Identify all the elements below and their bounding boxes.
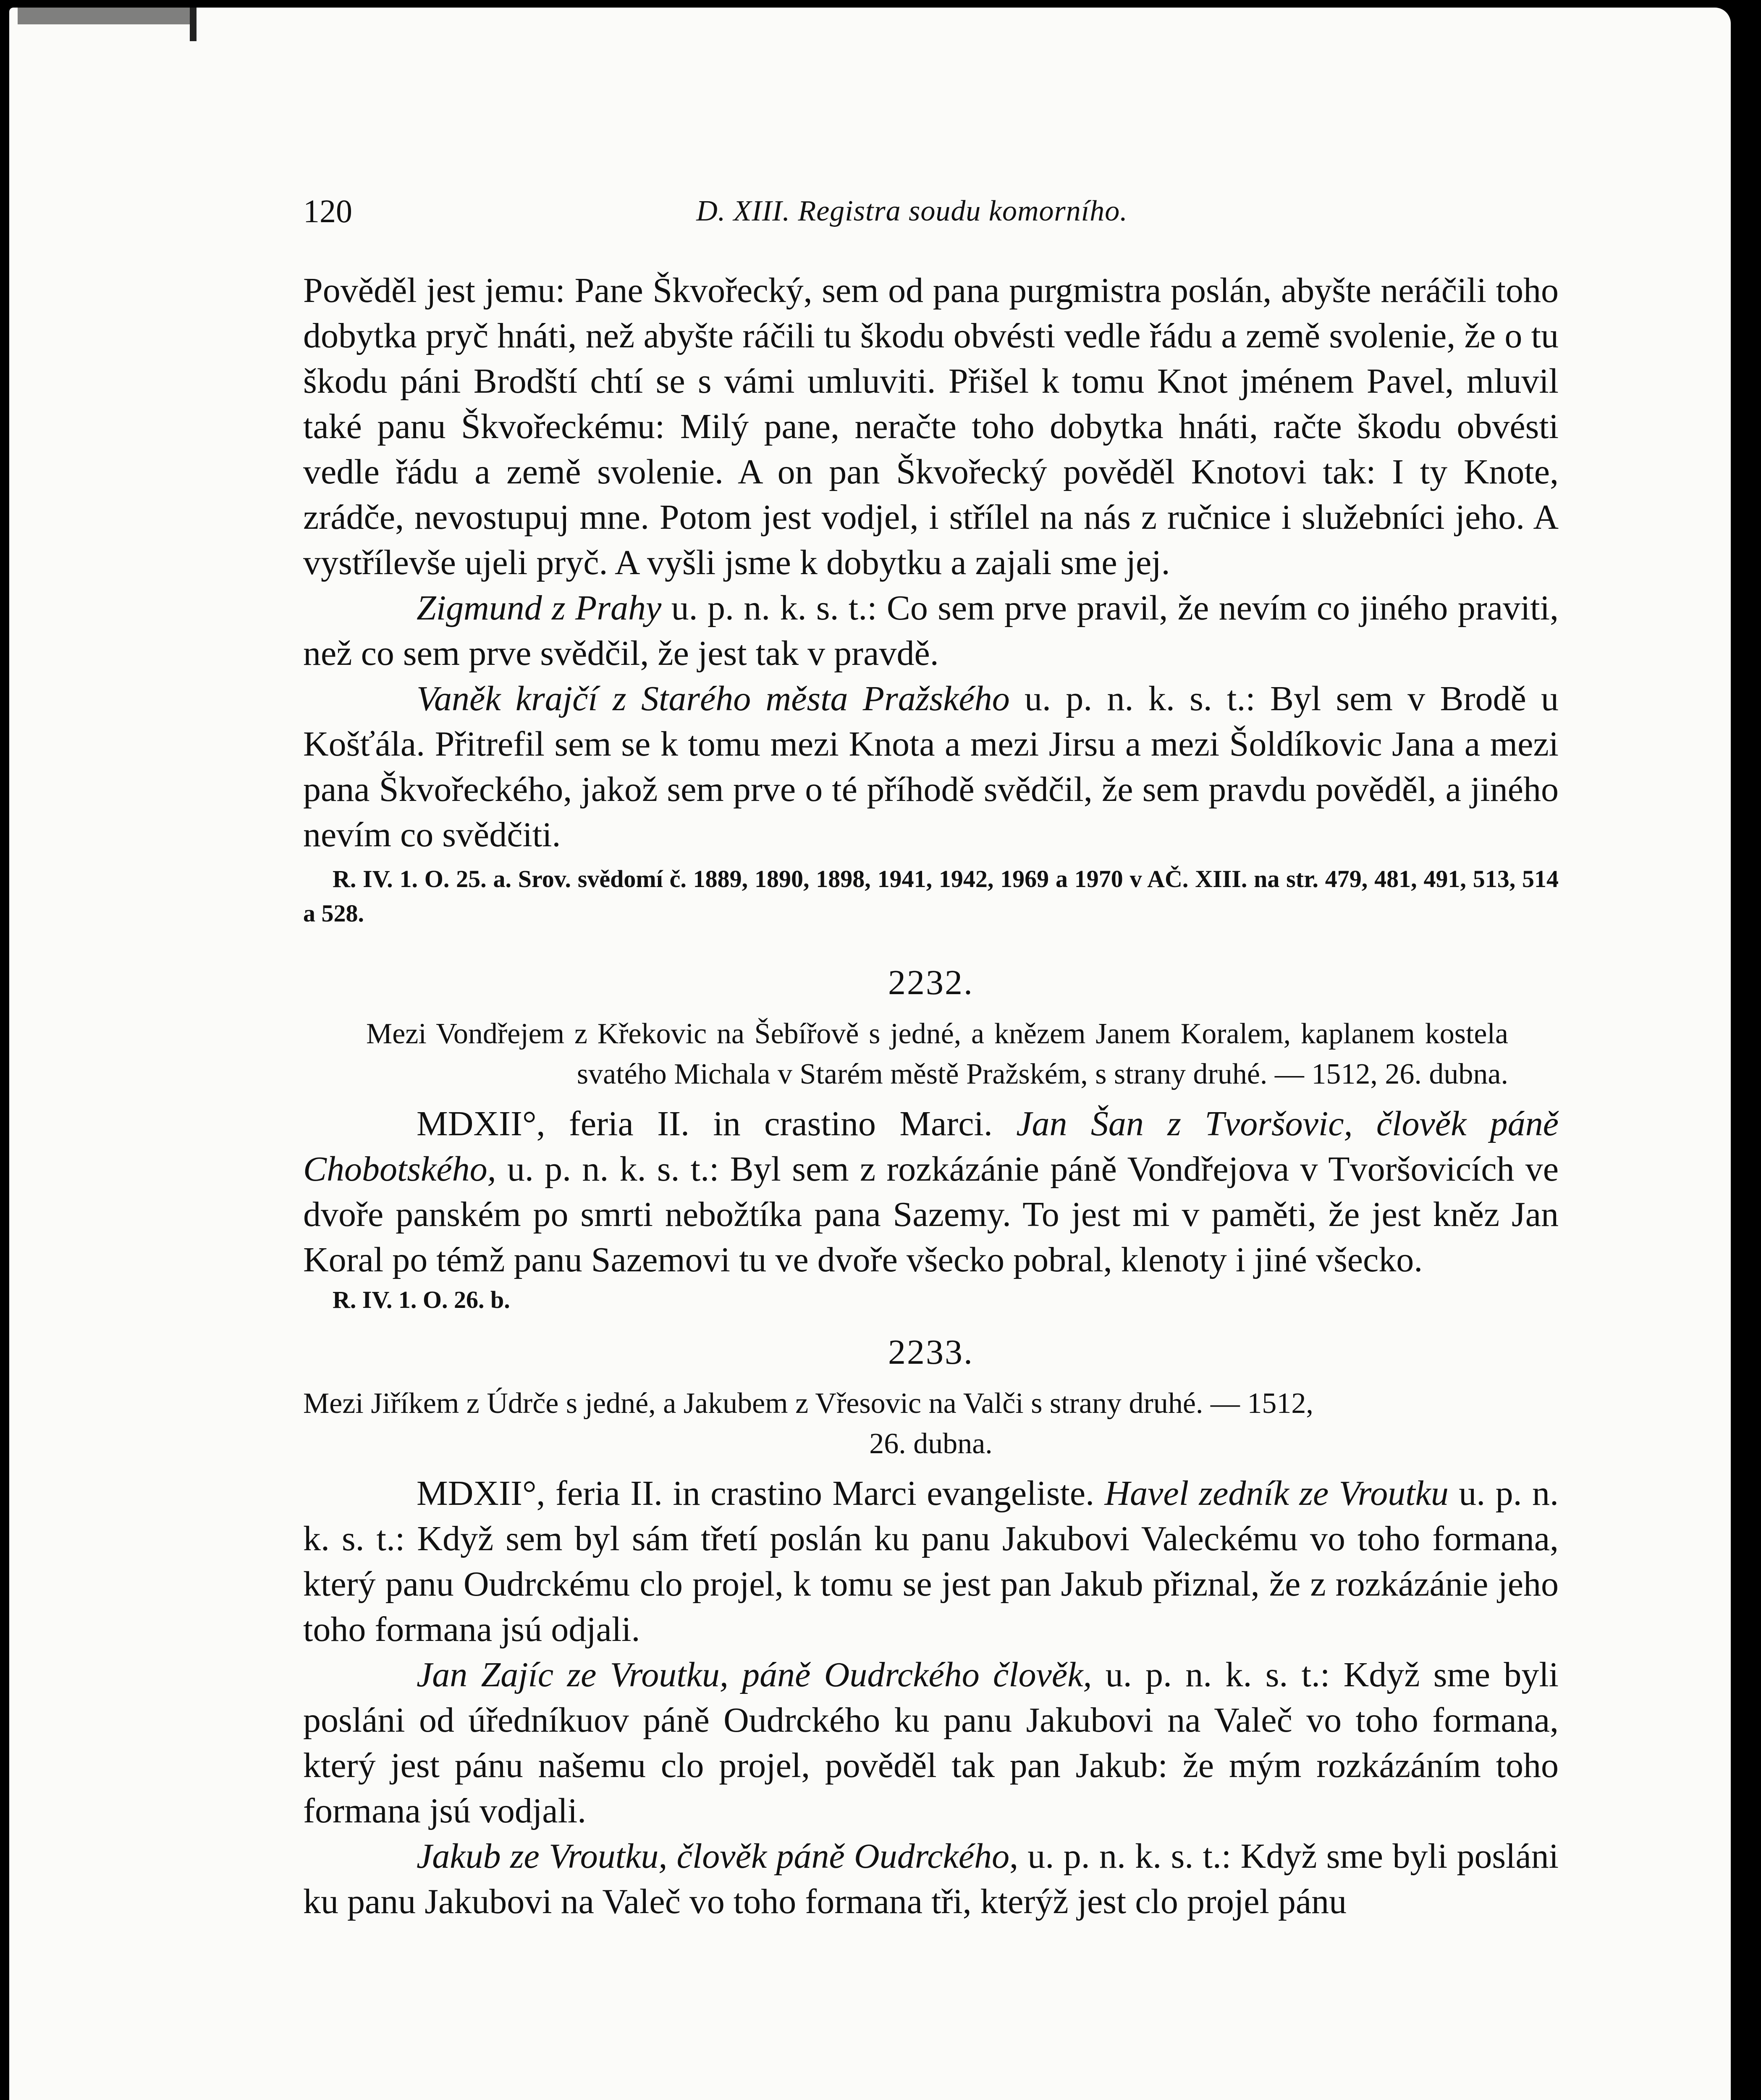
testimony-text: u. p. n. k. s. t.: Byl sem z rozkázánie páně Vondřejova v Tvoršovicích ve dvoře panském po smrti nebožtíka pana Sazemy. To jest mi v paměti, že jest kněz Jan Koral po témž panu Sazemovi tu ve dvoře všecko pobral, klenoty i jiné všecko. — [303, 1150, 1559, 1279]
page-body — [303, 268, 1559, 1924]
running-title: D. XIII. Registra soudu komorního. — [696, 195, 1128, 227]
paragraph-testimony-1: Pověděl jest jemu: Pane Škvořecký, sem od pana purgmistra poslán, abyšte neráčili toho dobytka pryč hnáti, než abyšte ráčili tu škodu obvésti vedle řádu a země svolenie, že o tu škodu páni Brodští chtí se s vámi umluviti. Přišel k tomu Knot jménem Pavel, mluvil také panu Škvořeckému: Milý pane, neračte toho dobytka hnáti, račte škodu obvésti vedle řádu a země svolenie. A on pan Škvořecký pověděl Knotovi tak: I ty Knote, zrádče, nevostupuj mne. Potom jest vodjel, i střílel na nás z ručnice i služebníci jeho. A vystřílevše ujeli pryč. A vyšli jsme k dobytku a zajali sme jej. — [303, 271, 1559, 582]
witness-name: Havel zedník ze Vroutku — [1104, 1474, 1449, 1513]
paragraph-testimony-2 — [303, 585, 1559, 676]
source-note: R. IV. 1. O. 25. a. Srov. svědomí č. 1889, 1890, 1898, 1941, 1942, 1969 a 1970 v AČ. XIII. na str. 479, 481, 491, 513, 514 a 528. — [303, 865, 1559, 927]
witness-name: Zigmund z Prahy — [417, 588, 662, 627]
witness-name: Jakub ze Vroutku, člověk páně Oudrckého — [417, 1837, 1010, 1876]
testimony-text: u. p. n. k. s. t.: Když sem byl sám třetí poslán ku panu Jakubovi Valeckému vo toho formana, který panu Oudrckému clo projel, k tomu se jest pan Jakub přiznal, že z rozkázánie jeho toho formana jsú odjali. — [303, 1474, 1559, 1649]
witness-name: Jan Šan z Tvoršovic, člověk páně Chobotského, — [303, 1104, 1559, 1189]
testimony-text: , u. p. n. k. s. t.: Když sme byli posláni ku panu Jakubovi na Valeč vo toho formana tři, kterýž jest clo projel pánu — [303, 1837, 1559, 1921]
source-note-2232: R. IV. 1. O. 26. b. — [333, 1286, 510, 1313]
entry-summary-date: 26. dubna. — [869, 1428, 993, 1460]
paragraph-testimony-3 — [303, 676, 1559, 858]
witness-name: Jan Zajíc ze Vroutku, páně Oudrckého člověk, — [417, 1655, 1092, 1694]
entry-number-2232: 2232. — [888, 963, 974, 1002]
entry-summary-text: Mezi Jiříkem z Údrče s jedné, a Jakubem z Vřesovic na Valči s strany druhé. — 1512, — [303, 1387, 1313, 1420]
testimony-text: u. p. n. k. s. t.: Když sme byli posláni od úředníkuov páně Oudrckého ku panu Jakubovi na Valeč vo toho formana, který jest pánu našemu clo projel, pověděl tak pan Jakub: že mým rozkázáním toho formana jsú vodjali. — [303, 1655, 1559, 1830]
entry-summary-2233 — [303, 1383, 1559, 1464]
scan-artifact-mark — [190, 8, 197, 41]
page-header — [303, 188, 1521, 234]
testimony-text: u. p. n. k. s. t.: Byl sem v Brodě u Košťála. Přitrefil sem se k tomu mezi Knota a mezi Jirsu a mezi Šoldíkovic Jana a mezi pana Škvořeckého, jakož sem prve o té příhodě svědčil, že sem pravdu pověděl, a jiného nevím co svědčiti. — [303, 679, 1559, 854]
document-page — [9, 8, 1731, 2100]
entry-date: MDXII°, feria II. in crastino Marci evangeliste. — [417, 1474, 1105, 1513]
scan-artifact — [18, 8, 194, 24]
page-number: 120 — [303, 193, 352, 229]
witness-name: Vaněk krajčí z Starého města Pražského — [417, 679, 1010, 718]
paragraph-entry-2232 — [303, 1101, 1559, 1283]
paragraph-entry-2233-2 — [303, 1652, 1559, 1834]
entry-summary-2232: Mezi Vondřejem z Křekovic na Šebířově s jedné, a knězem Janem Koralem, kaplanem kostela svatého Michala v Starém městě Pražském, s strany druhé. — 1512, 26. dubna. — [366, 1018, 1508, 1090]
testimony-text: u. p. n. k. s. t.: Co sem prve pravil, že nevím co jiného praviti, než co sem prve svědčil, že jest tak v pravdě. — [303, 588, 1559, 673]
paragraph-entry-2233-3 — [303, 1834, 1559, 1924]
paragraph-entry-2233-1 — [303, 1471, 1559, 1652]
entry-number-2233: 2233. — [888, 1333, 974, 1372]
entry-date: MDXII°, feria II. in crastino Marci. — [417, 1104, 1017, 1143]
